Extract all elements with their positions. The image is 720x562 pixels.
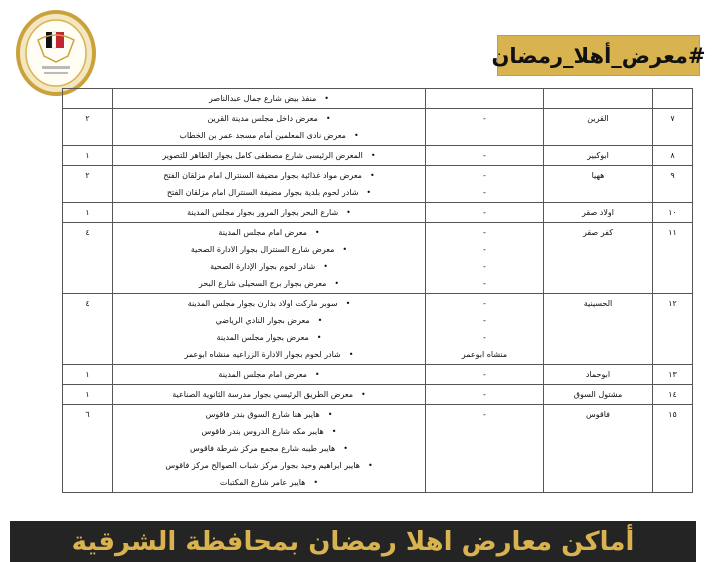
- extra-value: -: [483, 370, 486, 379]
- table-row: [63, 146, 693, 166]
- extra-column: [426, 89, 544, 109]
- row-number-text: ١٣: [668, 370, 677, 379]
- location-text: معرض شارع السنترال بجوار الادارة الصحية: [190, 245, 335, 254]
- center-name-text: ابوحماد: [585, 370, 611, 379]
- locations-list: [113, 294, 426, 365]
- row-number: [653, 89, 693, 109]
- location-item: [116, 258, 422, 275]
- table-row: [63, 405, 693, 493]
- center-name-text: اولاد صقر: [581, 208, 614, 217]
- extra-value: -: [483, 410, 486, 419]
- center-name: [544, 166, 653, 203]
- exhibitions-count: [63, 203, 113, 223]
- extra-value: -: [483, 390, 486, 399]
- locations-list: [113, 365, 426, 385]
- locations-list: [113, 223, 426, 294]
- exhibitions-count: [63, 146, 113, 166]
- center-name: [544, 365, 653, 385]
- count-text: [66, 90, 109, 107]
- location-item: [116, 457, 422, 474]
- extra-value: -: [483, 245, 486, 254]
- location-item: [116, 127, 422, 144]
- table-row: [63, 89, 693, 109]
- center-name-text: ابوكبير: [587, 151, 609, 160]
- table-row: [63, 385, 693, 405]
- center-name: [544, 109, 653, 146]
- table-row: [63, 223, 693, 294]
- location-item: [116, 423, 422, 440]
- location-text: منفذ بيض شارع جمال عبدالناصر: [209, 94, 317, 103]
- location-item: [116, 440, 422, 457]
- location-item: [116, 329, 422, 346]
- count-text: ٤: [85, 228, 90, 237]
- extra-column: [426, 365, 544, 385]
- location-text: معرض نادى المعلمين أمام مسجد عمر بن الخطاب: [179, 131, 346, 140]
- center-name: [544, 294, 653, 365]
- row-number-text: ٩: [670, 171, 675, 180]
- location-text: معرض بجوار النادي الرياضي: [215, 316, 310, 325]
- location-text: المعرض الرئيسى شارع مصطفى كامل بجوار الطاهر للتصوير: [162, 151, 363, 160]
- row-number: [653, 109, 693, 146]
- location-text: هايبر عامر شارع المكتبات: [219, 478, 306, 487]
- exhibitions-table: [62, 88, 693, 493]
- exhibitions-count: [63, 294, 113, 365]
- extra-column: [426, 223, 544, 294]
- row-number: [653, 405, 693, 493]
- location-item: [116, 346, 422, 363]
- row-number: [653, 223, 693, 294]
- location-item: [116, 275, 422, 292]
- extra-value: -: [483, 171, 486, 180]
- row-number-text: ٧: [670, 114, 675, 123]
- location-item: [116, 204, 422, 221]
- extra-value: -: [483, 188, 486, 197]
- location-item: [116, 474, 422, 491]
- location-text: معرض امام مجلس المدينة: [218, 370, 307, 379]
- location-item: [116, 167, 422, 184]
- center-name: [544, 203, 653, 223]
- extra-value: -: [483, 228, 486, 237]
- extra-value: منشاه ابوعمر: [461, 350, 508, 359]
- location-text: سوبر ماركت اولاد بدارن بجوار مجلس المدينة: [187, 299, 338, 308]
- row-number: [653, 365, 693, 385]
- count-text: ١: [85, 390, 90, 399]
- location-item: [116, 295, 422, 312]
- count-text: ٤: [85, 299, 90, 308]
- extra-column: [426, 294, 544, 365]
- governorate-seal-logo: [16, 10, 96, 96]
- center-name-text: كفر صقر: [582, 228, 614, 237]
- row-number-text: ١٥: [668, 410, 677, 419]
- extra-column: [426, 166, 544, 203]
- exhibitions-count: [63, 223, 113, 294]
- exhibitions-count: [63, 166, 113, 203]
- exhibitions-count: [63, 385, 113, 405]
- center-name: [544, 89, 653, 109]
- exhibitions-count: [63, 405, 113, 493]
- center-name: [544, 405, 653, 493]
- table-row: [63, 203, 693, 223]
- location-text: معرض داخل مجلس مدينة القرين: [207, 114, 318, 123]
- locations-list: [113, 146, 426, 166]
- location-item: [116, 147, 422, 164]
- count-text: ١: [85, 370, 90, 379]
- extra-column: [426, 109, 544, 146]
- center-name: [544, 146, 653, 166]
- table-row: [63, 166, 693, 203]
- center-name: [544, 223, 653, 294]
- location-item: [116, 224, 422, 241]
- exhibitions-count: [63, 109, 113, 146]
- center-name-text: القرين: [587, 114, 609, 123]
- exhibitions-count: [63, 89, 113, 109]
- location-text: معرض الطريق الرئيسي بجوار مدرسة الثانوية الصناعية: [172, 390, 354, 399]
- location-text: معرض امام مجلس المدينة: [218, 228, 307, 237]
- location-text: هايبر مكه شارع الدروس بندر فاقوس: [201, 427, 324, 436]
- row-number-text: ١٠: [668, 208, 677, 217]
- table-row: [63, 365, 693, 385]
- row-number: [653, 146, 693, 166]
- extra-column: [426, 385, 544, 405]
- location-text: شادر لحوم بجوار الإدارة الصحية: [210, 262, 316, 271]
- location-text: معرض بجوار مجلس المدينة: [216, 333, 309, 342]
- center-name-text: ههيا: [591, 171, 605, 180]
- count-text: ١: [85, 208, 90, 217]
- location-item: [116, 241, 422, 258]
- location-item: [116, 184, 422, 201]
- table-row: [63, 294, 693, 365]
- row-number: [653, 294, 693, 365]
- row-number-text: ١١: [668, 228, 677, 237]
- location-text: هايبر ابراهيم وحيد بجوار مركز شباب الصوالح مركز فاقوس: [165, 461, 360, 470]
- extra-value: -: [483, 208, 486, 217]
- row-number-text: ١٤: [668, 390, 677, 399]
- row-number-text: ١٢: [668, 299, 677, 308]
- center-name-text: الحسينية: [583, 299, 613, 308]
- center-name-text: فاقوس: [586, 410, 610, 419]
- extra-value: -: [483, 333, 486, 342]
- extra-column: [426, 146, 544, 166]
- locations-list: [113, 385, 426, 405]
- locations-list: [113, 109, 426, 146]
- location-text: شارع البحر بجوار المرور بجوار مجلس المدينة: [187, 208, 339, 217]
- location-item: [116, 110, 422, 127]
- extra-value: -: [483, 279, 486, 288]
- extra-value: [429, 90, 540, 107]
- count-text: ٢: [85, 114, 90, 123]
- center-name-text: مشتول السوق: [573, 390, 623, 399]
- location-item: [116, 90, 422, 107]
- locations-list: [113, 89, 426, 109]
- location-item: [116, 406, 422, 423]
- location-item: [116, 312, 422, 329]
- table-row: [63, 109, 693, 146]
- center-name-text: [547, 90, 649, 107]
- extra-value: -: [483, 114, 486, 123]
- row-number: [653, 166, 693, 203]
- center-name: [544, 385, 653, 405]
- count-text: ٦: [85, 410, 90, 419]
- extra-value: -: [483, 151, 486, 160]
- extra-column: [426, 405, 544, 493]
- extra-value: -: [483, 262, 486, 271]
- location-text: معرض بجوار برج السحيلى شارع البحر: [198, 279, 327, 288]
- bottom-title-banner: أماكن معارض اهلا رمضان بمحافظة الشرقية: [10, 521, 696, 562]
- locations-list: [113, 166, 426, 203]
- row-number: [653, 385, 693, 405]
- location-item: [116, 366, 422, 383]
- location-text: هايبر طيبه شارع مجمع مركز شرطة فاقوس: [190, 444, 336, 453]
- row-number-text: ٨: [670, 151, 675, 160]
- row-number: [653, 203, 693, 223]
- location-text: شادر لحوم بجوار الادارة الزراعيه منشاه ابوعمر: [184, 350, 341, 359]
- location-text: هايبر هنا شارع السوق بندر فاقوس: [205, 410, 320, 419]
- count-text: ٢: [85, 171, 90, 180]
- extra-value: -: [483, 316, 486, 325]
- extra-column: [426, 203, 544, 223]
- location-item: [116, 386, 422, 403]
- extra-value: -: [483, 299, 486, 308]
- count-text: ١: [85, 151, 90, 160]
- locations-list: [113, 405, 426, 493]
- locations-list: [113, 203, 426, 223]
- exhibitions-count: [63, 365, 113, 385]
- hashtag-badge: #معرض_أهلا_رمضان: [497, 35, 700, 76]
- location-text: معرض مواد غذائية بجوار مضيفة السنترال امام مزلقان الفتح: [163, 171, 362, 180]
- row-number-text: [656, 90, 689, 107]
- location-text: شادر لحوم بلدية بجوار مضيفة السنترال امام مزلقان الفتح: [166, 188, 359, 197]
